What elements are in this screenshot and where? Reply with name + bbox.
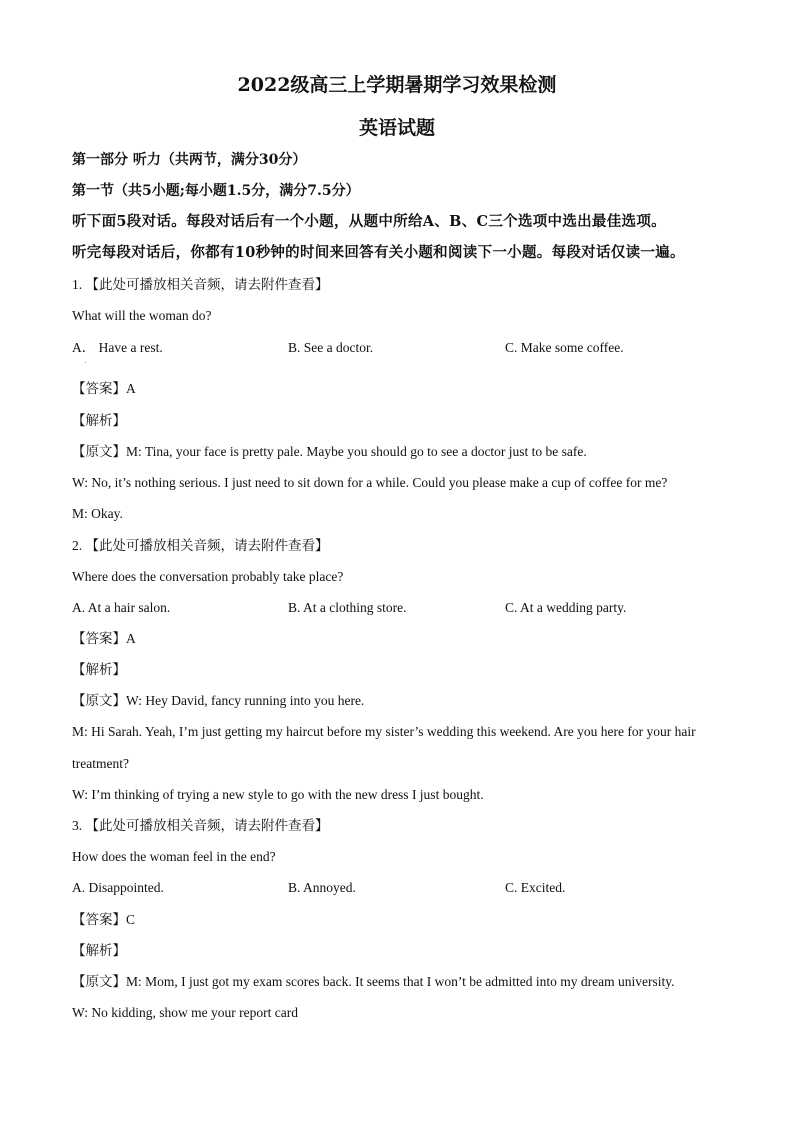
question-2-transcript-2-cont: treatment?	[72, 756, 129, 771]
document-title: 2022级高三上学期暑期学习效果检测	[237, 74, 557, 96]
question-3-answer: 【答案】C	[72, 912, 136, 927]
question-1-header: 1. 【此处可播放相关音频，请去附件查看】	[72, 277, 329, 292]
question-3-option-b: B. Annoyed.	[288, 880, 356, 895]
stray-dot	[85, 362, 86, 363]
question-2-stem: Where does the conversation probably take place?	[72, 569, 344, 584]
question-1-option-b: B. See a doctor.	[288, 340, 374, 355]
instruction-line-1: 听下面5段对话。每段对话后有一个小题，从题中所给A、B、C三个选项中选出最佳选项。	[72, 213, 666, 230]
question-2-option-c: C. At a wedding party.	[505, 600, 627, 615]
question-1-transcript-2: W: No, it’s nothing serious. I just need to sit down for a while. Could you please make a cup of coffee for me?	[72, 475, 668, 490]
instruction-line-2: 听完每段对话后，你都有10秒钟的时间来回答有关小题和阅读下一小题。每段对话仅读一遍。	[72, 244, 685, 261]
question-3-stem: How does the woman feel in the end?	[72, 849, 276, 864]
question-3-analysis: 【解析】	[72, 943, 126, 958]
question-2-analysis: 【解析】	[72, 662, 126, 677]
question-2-transcript-1: 【原文】W: Hey David, fancy running into you here.	[72, 693, 365, 708]
question-3-transcript-2: W: No kidding, show me your report card	[72, 1005, 298, 1020]
question-3-option-a: A. Disappointed.	[72, 880, 164, 895]
section-heading: 第一节（共5小题;每小题1.5分，满分7.5分）	[72, 183, 360, 199]
question-1-transcript-3: M: Okay.	[72, 506, 123, 521]
question-2-answer: 【答案】A	[72, 631, 136, 646]
question-2-option-b: B. At a clothing store.	[288, 600, 407, 615]
question-1-transcript-1: 【原文】M: Tina, your face is pretty pale. Maybe you should go to see a doctor just to be safe.	[72, 444, 587, 459]
part-heading: 第一部分 听力（共两节，满分30分）	[72, 152, 307, 168]
question-3-option-c: C. Excited.	[505, 880, 566, 895]
question-2-transcript-3: W: I’m thinking of trying a new style to go with the new dress I just bought.	[72, 787, 484, 802]
document-subtitle: 英语试题	[358, 117, 435, 139]
question-3-header: 3. 【此处可播放相关音频，请去附件查看】	[72, 818, 329, 833]
question-2-header: 2. 【此处可播放相关音频，请去附件查看】	[72, 538, 329, 553]
question-1-answer: 【答案】A	[72, 381, 136, 396]
question-1-analysis: 【解析】	[72, 413, 126, 428]
question-1-stem: What will the woman do?	[72, 308, 212, 323]
question-2-option-a: A. At a hair salon.	[72, 600, 171, 615]
question-2-transcript-2: M: Hi Sarah. Yeah, I’m just getting my haircut before my sister’s wedding this weekend. Are you here for your hair	[72, 724, 696, 739]
question-3-transcript-1: 【原文】M: Mom, I just got my exam scores back. It seems that I won’t be admitted into my dream university.	[72, 974, 675, 989]
question-1-option-c: C. Make some coffee.	[505, 340, 624, 355]
question-1-option-a: A． Have a rest.	[72, 340, 163, 355]
